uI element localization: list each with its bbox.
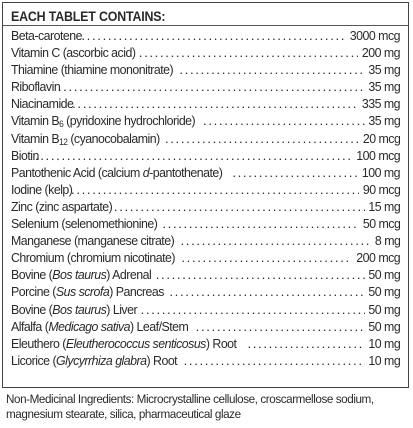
panel-header: EACH TABLET CONTAINS: xyxy=(11,9,166,24)
ingredient-name xyxy=(11,78,60,95)
ingredient-name xyxy=(11,164,222,181)
ingredient-row xyxy=(11,27,400,44)
ingredient-row xyxy=(11,61,400,78)
ingredient-name xyxy=(11,249,175,266)
ingredient-row xyxy=(11,130,400,147)
ingredient-amount: 50 mg xyxy=(368,301,400,317)
ingredient-name xyxy=(11,335,236,352)
name-text: Manganese (manganese citrate) xyxy=(11,233,175,249)
dot-leader xyxy=(162,215,358,232)
name-text: ) Root xyxy=(205,335,237,351)
ingredient-amount: 10 mg xyxy=(368,352,400,368)
name-text: Beta-carotene xyxy=(11,28,83,43)
ingredient-amount: 35 mg xyxy=(368,79,400,95)
ingredient-amount: 3000 mcg xyxy=(349,28,400,43)
ingredient-row xyxy=(11,112,400,129)
ingredient-name xyxy=(11,301,137,318)
name-text: Vitamin C (ascorbic acid) xyxy=(11,45,136,61)
ingredient-name xyxy=(11,215,157,232)
ingredient-row xyxy=(11,164,400,181)
italic-text: d xyxy=(142,164,150,180)
ingredient-amount: 50 mcg xyxy=(362,216,400,232)
name-text: ) Pancreas xyxy=(109,284,164,300)
dot-leader xyxy=(58,78,365,95)
ingredient-amount: 90 mcg xyxy=(362,181,400,197)
ingredient-amount: 200 mcg xyxy=(356,250,400,266)
ingredient-row xyxy=(11,283,400,300)
ingredient-amount: 35 mg xyxy=(368,62,400,78)
ingredient-name xyxy=(11,283,164,300)
ingredient-row xyxy=(11,232,400,249)
ingredient-name xyxy=(11,266,151,283)
ingredient-row xyxy=(11,352,400,369)
dot-leader xyxy=(184,352,365,369)
ingredient-name xyxy=(11,352,177,369)
name-text: Vitamin B xyxy=(11,130,60,146)
ingredient-row xyxy=(11,301,400,318)
italic-text: Bos taurus xyxy=(52,301,107,317)
ingredient-row xyxy=(11,95,400,112)
ingredient-amount: 100 mcg xyxy=(356,147,400,163)
dot-leader xyxy=(35,147,352,164)
ingredient-row xyxy=(11,318,400,335)
ingredient-name xyxy=(11,44,135,61)
name-text: ) Adrenal xyxy=(106,267,152,283)
ingredient-name xyxy=(11,147,39,164)
footer-line-2: magnesium stearate, silica, pharmaceutical glaze xyxy=(6,407,241,421)
dot-leader xyxy=(179,61,364,78)
name-text: ) Liver xyxy=(106,301,138,317)
name-text: Eleuthero ( xyxy=(11,335,66,351)
name-text: Vitamin B xyxy=(11,113,60,129)
ingredient-row xyxy=(11,181,400,198)
subscript-text: 12 xyxy=(59,136,68,147)
name-text: (cyanocobalamin) xyxy=(67,130,160,146)
name-text: Niacinamide xyxy=(11,96,74,112)
name-text: Bovine ( xyxy=(11,301,53,317)
ingredient-name xyxy=(11,112,195,129)
ingredient-amount: 200 mg xyxy=(361,45,400,61)
italic-text: Bos taurus xyxy=(52,267,107,283)
italic-text: Medicago sativa xyxy=(48,318,131,334)
dot-leader xyxy=(196,318,365,335)
ingredient-name xyxy=(11,61,173,78)
name-text: Iodine (kelp) xyxy=(11,181,73,197)
ingredient-name xyxy=(11,198,112,215)
supplement-facts-panel xyxy=(2,2,409,388)
subscript-text: 6 xyxy=(59,119,64,130)
dot-leader xyxy=(156,266,365,283)
name-text: Riboflavin xyxy=(11,79,61,95)
dot-leader xyxy=(169,283,364,300)
ingredient-amount: 15 mg xyxy=(368,198,400,214)
ingredient-name xyxy=(11,27,82,44)
ingredient-amount: 10 mg xyxy=(368,335,400,351)
ingredient-row xyxy=(11,215,400,232)
ingredient-amount: 335 mg xyxy=(361,96,400,112)
ingredient-name xyxy=(11,318,188,335)
name-text: Chromium (chromium nicotinate) xyxy=(11,250,176,266)
dot-leader xyxy=(114,198,365,215)
ingredient-name xyxy=(11,130,160,147)
ingredient-name xyxy=(11,181,72,198)
ingredient-amount: 35 mg xyxy=(368,113,400,129)
footer-line-1: Non-Medicinal Ingredients: Microcrystalline cellulose, croscarmellose sodium, xyxy=(6,392,374,406)
italic-text: Glycyrrhiza glabra xyxy=(56,352,147,368)
name-text: ) Root xyxy=(146,352,178,368)
dot-leader xyxy=(203,112,365,129)
ingredient-row xyxy=(11,266,400,283)
name-text: Thiamine (thiamine mononitrate) xyxy=(11,62,174,78)
dot-leader xyxy=(181,249,351,266)
italic-text: Sus scrofa xyxy=(55,284,110,300)
name-text: Zinc (zinc aspartate) xyxy=(11,198,113,214)
ingredient-row xyxy=(11,44,400,61)
name-text: Bovine ( xyxy=(11,267,53,283)
dot-leader xyxy=(165,130,359,147)
name-text: Licorice ( xyxy=(11,352,57,368)
name-text: Pantothenic Acid (calcium xyxy=(11,164,143,180)
ingredient-amount: 8 mg xyxy=(374,233,400,249)
header-divider xyxy=(3,25,408,26)
ingredient-amount: 50 mg xyxy=(368,267,400,283)
dot-leader xyxy=(141,301,365,318)
dot-leader xyxy=(71,181,359,198)
name-text: Porcine ( xyxy=(11,284,56,300)
ingredient-name xyxy=(11,95,73,112)
italic-text: Eleutherococcus senticosus xyxy=(65,335,206,351)
name-text: ) Leaf/Stem xyxy=(130,318,189,334)
ingredient-amount: 50 mg xyxy=(368,318,400,334)
non-medicinal-ingredients xyxy=(6,392,386,422)
ingredient-list xyxy=(11,27,400,369)
name-text: (pyridoxine hydrochloride) xyxy=(63,113,196,129)
ingredient-amount: 100 mg xyxy=(361,164,400,180)
dot-leader xyxy=(72,95,358,112)
dot-leader xyxy=(81,27,345,44)
ingredient-row xyxy=(11,249,400,266)
ingredient-row xyxy=(11,147,400,164)
ingredient-row xyxy=(11,198,400,215)
ingredient-name xyxy=(11,232,174,249)
dot-leader xyxy=(139,44,358,61)
ingredient-row xyxy=(11,335,400,352)
name-text: -pantothenate) xyxy=(149,164,223,180)
ingredient-amount: 50 mg xyxy=(368,284,400,300)
name-text: Biotin xyxy=(11,147,39,163)
name-text: Selenium (selenomethionine) xyxy=(11,216,158,232)
ingredient-row xyxy=(11,78,400,95)
dot-leader xyxy=(232,164,358,181)
name-text: Alfalfa ( xyxy=(11,318,49,334)
dot-leader xyxy=(247,335,364,352)
dot-leader xyxy=(181,232,372,249)
ingredient-amount: 20 mcg xyxy=(362,130,400,146)
